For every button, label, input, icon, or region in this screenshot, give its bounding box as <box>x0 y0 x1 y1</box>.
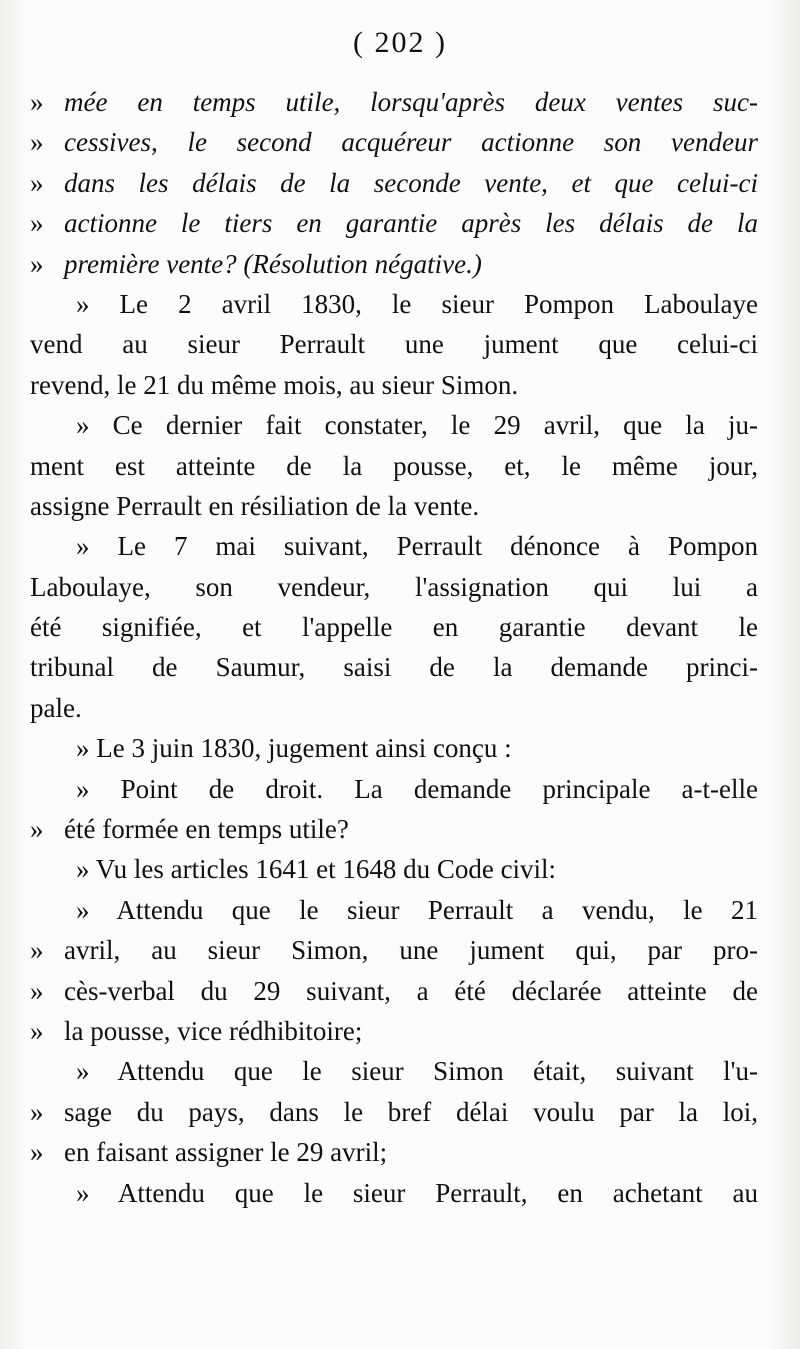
text-line <box>30 486 758 526</box>
text-line <box>30 647 758 687</box>
quote-mark: » <box>30 975 44 1006</box>
text-line <box>30 607 758 647</box>
text-line <box>30 1011 758 1051</box>
line-text: dans les délais de la seconde vente, et que celui-ci <box>64 167 758 198</box>
text-line <box>30 1173 758 1213</box>
line-text: cès-verbal du 29 suivant, a été déclarée atteinte de <box>64 975 758 1006</box>
line-text: » Ce dernier fait constater, le 29 avril, que la ju- <box>76 410 758 441</box>
text-line <box>30 163 758 203</box>
line-text: été formée en temps utile? <box>64 814 349 845</box>
text-line <box>30 728 758 768</box>
line-text: » Le 3 juin 1830, jugement ainsi conçu : <box>76 733 512 764</box>
line-text: » Vu les articles 1641 et 1648 du Code civil: <box>76 854 557 885</box>
quote-mark: » <box>30 1096 44 1127</box>
text-line <box>30 405 758 445</box>
page-number: ( 202 ) <box>353 26 447 59</box>
line-text: première vente? (Résolution négative.) <box>64 248 482 279</box>
line-text: assigne Perrault en résiliation de la vente. <box>30 490 480 521</box>
line-text: avril, au sieur Simon, une jument qui, par pro- <box>64 935 758 966</box>
line-text: » Attendu que le sieur Perrault, en achetant au <box>76 1177 758 1208</box>
line-text: » Attendu que le sieur Simon était, suivant l'u- <box>76 1056 758 1087</box>
body-text <box>30 82 758 1213</box>
line-text: pale. <box>30 692 82 723</box>
text-line <box>30 122 758 162</box>
text-line <box>30 769 758 809</box>
text-line <box>30 244 758 284</box>
line-text: tribunal de Saumur, saisi de la demande princi- <box>30 652 758 683</box>
quote-mark: » <box>30 208 44 239</box>
line-text: Laboulaye, son vendeur, l'assignation qui lui a <box>30 571 758 602</box>
text-line <box>30 284 758 324</box>
quote-mark: » <box>30 935 44 966</box>
quote-mark: » <box>30 127 44 158</box>
line-text: » Le 2 avril 1830, le sieur Pompon Laboulaye <box>76 288 758 319</box>
text-line <box>30 849 758 889</box>
line-text: la pousse, vice rédhibitoire; <box>64 1015 363 1046</box>
text-line <box>30 365 758 405</box>
quote-mark: » <box>30 87 44 117</box>
line-text: » Le 7 mai suivant, Perrault dénonce à Pompon <box>76 531 758 562</box>
text-line <box>30 324 758 364</box>
quote-mark: » <box>30 814 44 845</box>
text-line <box>30 446 758 486</box>
line-text: sage du pays, dans le bref délai voulu par la loi, <box>64 1096 758 1127</box>
line-text: ment est atteinte de la pousse, et, le même jour, <box>30 450 758 481</box>
text-line <box>30 1132 758 1172</box>
quote-mark: » <box>30 167 44 198</box>
line-text: » Point de droit. La demande principale a-t-elle <box>76 773 758 804</box>
text-line <box>30 688 758 728</box>
text-line <box>30 567 758 607</box>
text-line <box>30 1092 758 1132</box>
text-line <box>30 890 758 930</box>
line-text: été signifiée, et l'appelle en garantie devant le <box>30 612 758 643</box>
line-text: en faisant assigner le 29 avril; <box>64 1137 388 1168</box>
line-text: mée en temps utile, lorsqu'après deux ventes suc- <box>64 87 758 117</box>
text-line <box>30 1051 758 1091</box>
text-line <box>30 971 758 1011</box>
text-line <box>30 82 758 122</box>
line-text: actionne le tiers en garantie après les délais de la <box>64 208 758 239</box>
quote-mark: » <box>30 1015 44 1046</box>
line-text: » Attendu que le sieur Perrault a vendu, le 21 <box>76 894 758 925</box>
line-text: cessives, le second acquéreur actionne son vendeur <box>64 127 758 158</box>
quote-mark: » <box>30 248 44 279</box>
text-line <box>30 526 758 566</box>
text-line <box>30 809 758 849</box>
quote-mark: » <box>30 1137 44 1168</box>
line-text: revend, le 21 du même mois, au sieur Simon. <box>30 369 519 400</box>
line-text: vend au sieur Perrault une jument que celui-ci <box>30 329 758 360</box>
text-line <box>30 203 758 243</box>
text-line <box>30 930 758 970</box>
